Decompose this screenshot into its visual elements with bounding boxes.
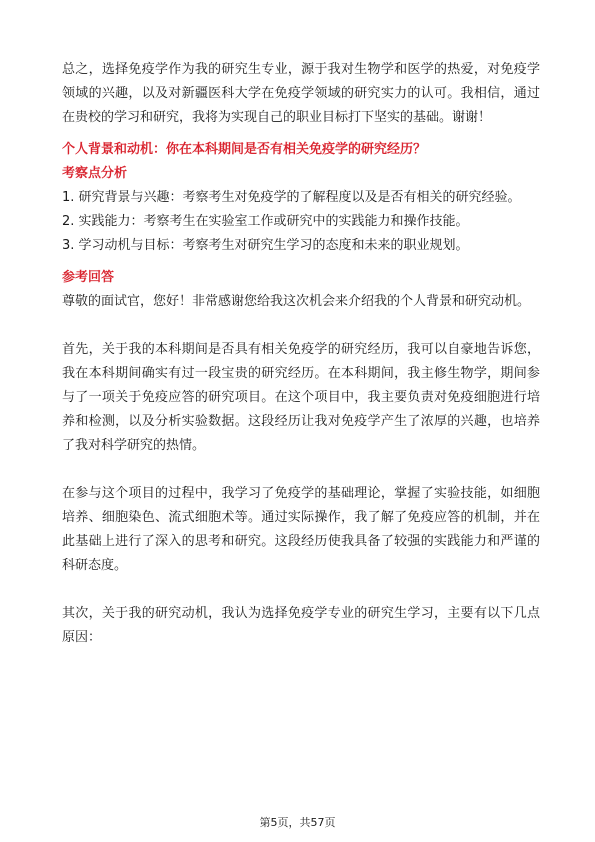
analysis-item: 2. 实践能力：考察考生在实验室工作或研究中的实践能力和操作技能。 — [62, 214, 469, 229]
page-number-footer: 第5页，共57页 — [259, 816, 336, 829]
analysis-item: 3. 学习动机与目标：考察考生对研究生学习的态度和未来的职业规划。 — [62, 238, 469, 253]
question-heading: 个人背景和动机：你在本科期间是否有相关免疫学的研究经历？ — [62, 142, 427, 157]
answer-paragraph: 在参与这个项目的过程中，我学习了免疫学的基础理论，掌握了实验技能，如细胞培养、细胞染色、流式细胞术等。通过实际操作，我了解了免疫应答的机制，并在此基础上进行了深入的思考和研究。这段经历使我具备了较强的实践能力和严谨的科研态度。 — [62, 486, 540, 573]
answer-paragraph: 尊敬的面试官，您好！非常感谢您给我这次机会来介绍我的个人背景和研究动机。 — [62, 294, 531, 309]
answer-paragraph: 首先，关于我的本科期间是否具有相关免疫学的研究经历，我可以自豪地告诉您，我在本科期间确实有过一段宝贵的研究经历。在本科期间，我主修生物学，期间参与了一项关于免疫应答的研究项目。在这个项目中，我主要负责对免疫细胞进行培养和检测，以及分析实验数据。这段经历让我对免疫学产生了浓厚的兴趣，也培养了我对科学研究的热情。 — [62, 342, 540, 453]
analysis-list — [62, 186, 540, 258]
intro-paragraph: 总之，选择免疫学作为我的研究生专业，源于我对生物学和医学的热爱，对免疫学领域的兴趣，以及对新疆医科大学在免疫学领域的研究实力的认可。我相信，通过在贵校的学习和研究，我将为实现自己的职业目标打下坚实的基础。谢谢！ — [62, 62, 540, 125]
answer-paragraph: 其次，关于我的研究动机，我认为选择免疫学专业的研究生学习，主要有以下几点原因： — [62, 606, 540, 645]
page-content — [62, 58, 540, 650]
analysis-heading: 考察点分析 — [62, 166, 128, 181]
answer-heading: 参考回答 — [62, 270, 115, 285]
analysis-item: 1. 研究背景与兴趣：考察考生对免疫学的了解程度以及是否有相关的研究经验。 — [62, 190, 521, 205]
